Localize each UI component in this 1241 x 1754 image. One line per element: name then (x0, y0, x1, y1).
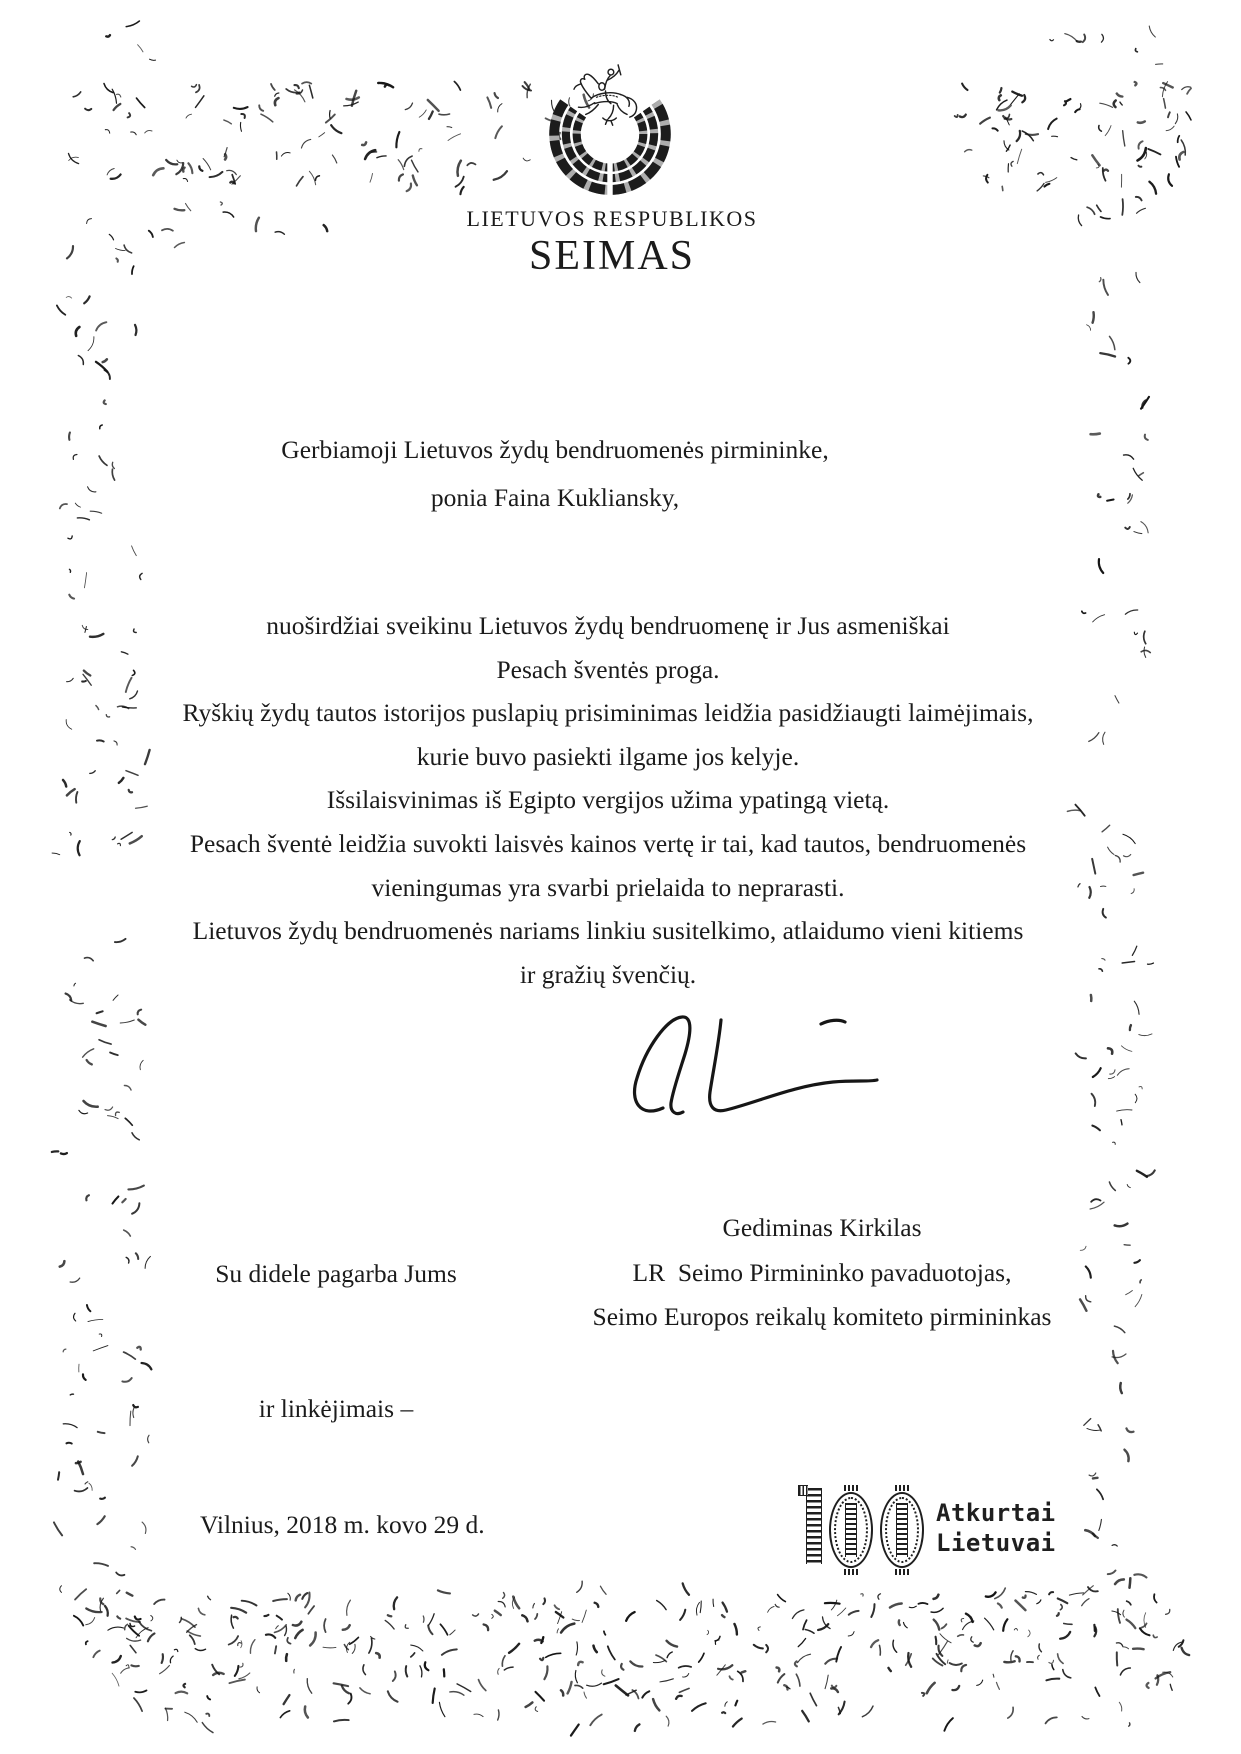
letter-body (0, 604, 1216, 996)
signatory-block (522, 1206, 1122, 1340)
centenary-text-line: Atkurtai (936, 1499, 1056, 1527)
body-line: nuoširdžiai sveikinu Lietuvos žydų bendruomenę ir Jus asmeniškai (266, 611, 950, 640)
body-line: Išsilaisvinimas iš Egipto vergijos užima ypatingą vietą. (326, 785, 890, 815)
body-line: Lietuvos žydų bendruomenės nariams linkiu susitelkimo, atlaidumo vieni kitiems (192, 916, 1024, 946)
signatory-title: LR Seimo Pirmininko pavaduotojas, (632, 1257, 1012, 1287)
body-line: Pesach šventė leidžia suvokti laisvės kainos vertę ir tai, kad tautos, bendruomenės (189, 828, 1027, 858)
salutation (0, 426, 1110, 522)
centenary-100-ornament (806, 1488, 924, 1566)
letterhead-seimas-title: SEIMAS (528, 233, 696, 279)
signatory-name: Gediminas Kirkilas (722, 1213, 922, 1242)
seimas-amphitheater-icon (520, 64, 700, 199)
ornamental-digit-1 (806, 1488, 822, 1564)
body-line: Pesach šventės proga. (496, 654, 720, 684)
salutation-line: ponia Faina Kukliansky, (430, 483, 680, 512)
closing-courtesy (176, 1161, 496, 1521)
ornamental-digit-0 (829, 1492, 873, 1568)
body-line: Ryškių žydų tautos istorijos puslapių prisiminimas leidžia pasidžiaugti laimėjimais, (182, 698, 1034, 728)
salutation-line: Gerbiamoji Lietuvos žydų bendruomenės pirmininke, (281, 435, 829, 464)
letterhead-republic-line: LIETUVOS RESPUBLIKOS (466, 206, 758, 231)
seimas-emblem (520, 64, 700, 199)
handwritten-signature-icon (593, 1008, 893, 1123)
place-date-line: Vilnius, 2018 m. kovo 29 d. (200, 1510, 485, 1539)
centenary-logo-text (936, 1488, 1056, 1558)
centenary-text-line: Lietuvai (936, 1529, 1056, 1557)
body-line: kurie buvo pasiekti ilgame jos kelyje. (416, 741, 800, 771)
body-line: ir gražių švenčių. (519, 959, 697, 989)
centenary-logo (806, 1488, 1056, 1566)
body-line: vieningumas yra svarbi prielaida to neprarasti. (371, 872, 845, 902)
closing-line: ir linkėjimais – (258, 1394, 414, 1423)
closing-line: Su didele pagarba Jums (215, 1259, 457, 1288)
ornamental-digit-0 (880, 1492, 924, 1568)
signature-scribble (593, 1008, 893, 1128)
signatory-title: Seimo Europos reikalų komiteto pirmininkas (592, 1302, 1052, 1331)
letterhead (0, 206, 1224, 279)
